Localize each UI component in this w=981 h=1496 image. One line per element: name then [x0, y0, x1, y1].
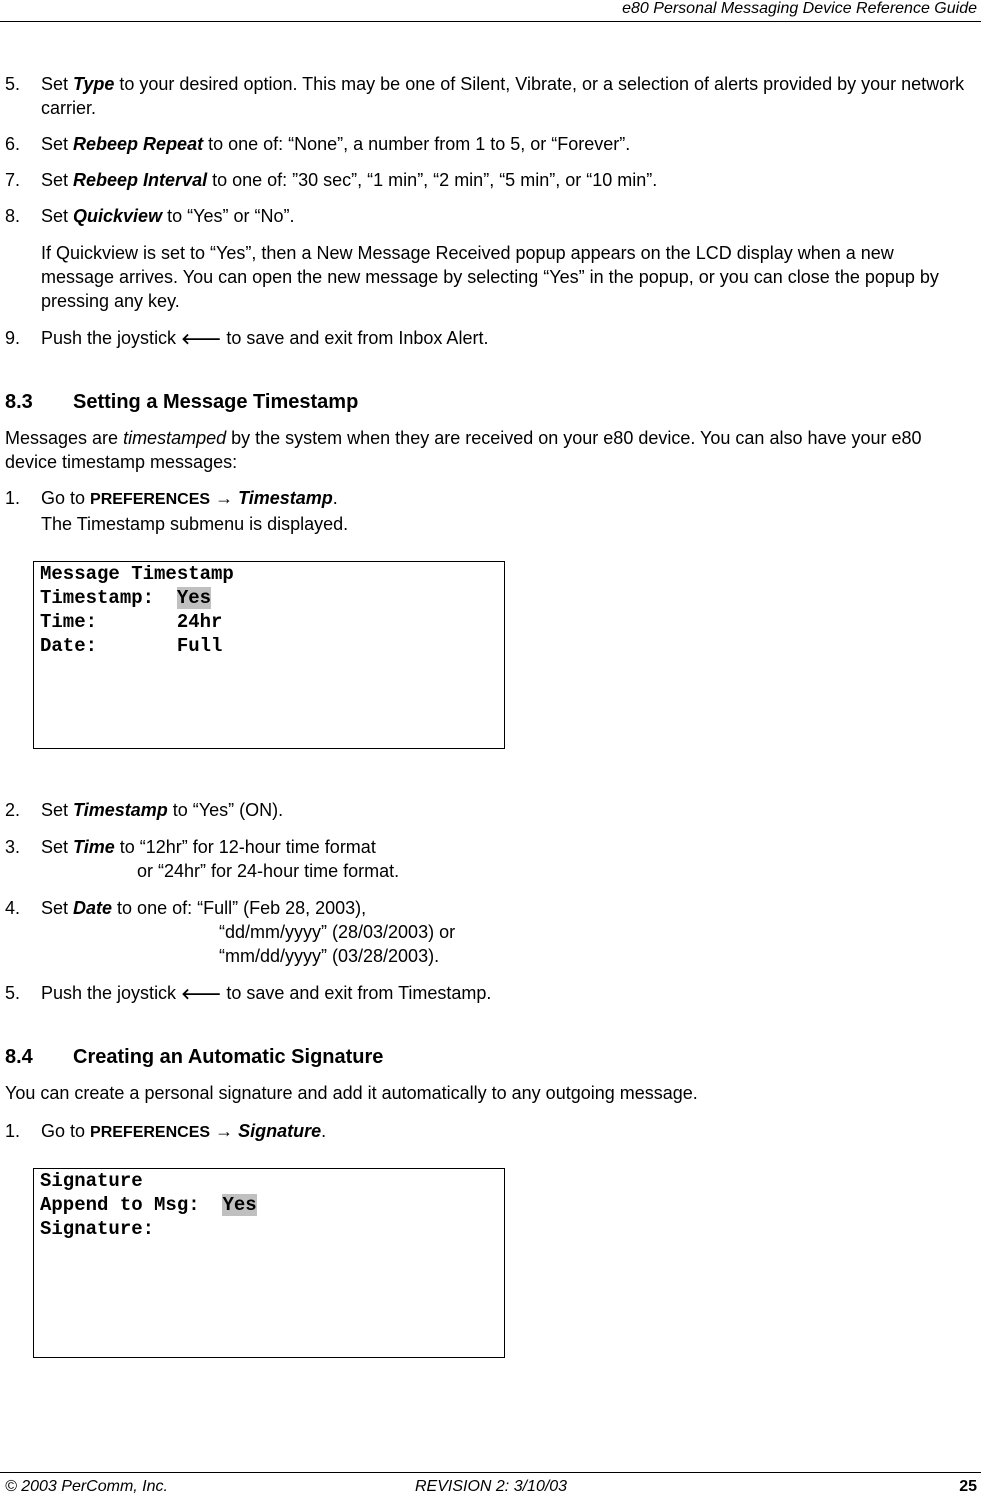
footer-rule	[0, 1472, 981, 1473]
step-8-quickview: 8. Set Quickview to “Yes” or “No”.	[5, 206, 295, 226]
step-2-timestamp: 2. Set Timestamp to “Yes” (ON).	[5, 800, 284, 820]
step-4-date: 4. Set Date to one of: “Full” (Feb 28, 2003), “dd/mm/yyyy” (28/03/2003) or “mm/dd/yyyy” (03/28/2003).	[5, 898, 456, 966]
section-heading-8-3: 8.3 Setting a Message Timestamp	[5, 391, 359, 413]
step-5-type: 5. Set Type to your desired option. This may be one of Silent, Vibrate, or a selection of alerts provided by your network carrier.	[5, 74, 965, 118]
signature-lcd-screen: Signature Append to Msg: Yes Signature:	[33, 1168, 505, 1358]
timestamp-lcd-screen: Message Timestamp Timestamp: Yes Time: 24hr Date: Full	[33, 561, 505, 749]
left-arrow-icon: 🡐	[181, 985, 222, 1003]
footer-revision: REVISION 2: 3/10/03	[415, 1478, 568, 1495]
step-1-signature: 1. Go to PREFERENCES → Signature.	[5, 1121, 327, 1141]
step-9-save: 9. Push the joystick 🡐 to save and exit from Inbox Alert.	[5, 328, 489, 348]
header-rule	[0, 21, 981, 22]
section-heading-8-4: 8.4 Creating an Automatic Signature	[5, 1046, 384, 1068]
append-value: Yes	[222, 1194, 257, 1216]
step-7-rebeep-interval: 7. Set Rebeep Interval to one of: ”30 sec”, “1 min”, “2 min”, “5 min”, or “10 min”.	[5, 170, 658, 190]
quickview-note: If Quickview is set to “Yes”, then a New Message Received popup appears on the LCD display when a new message arrives. You can open the new message by selecting “Yes” in the popup, or you can close the popup by pressing any key.	[41, 243, 939, 311]
date-value: Full	[176, 635, 223, 657]
step-1-timestamp: 1. Go to PREFERENCES → Timestamp. The Timestamp submenu is displayed.	[5, 488, 349, 534]
step-3-time: 3. Set Time to “12hr” for 12-hour time format or “24hr” for 24-hour time format.	[5, 837, 400, 881]
running-header: e80 Personal Messaging Device Reference Guide	[622, 0, 977, 17]
footer-copyright: © 2003 PerComm, Inc.	[5, 1478, 168, 1495]
page-number: 25	[959, 1478, 977, 1495]
timestamp-value: Yes	[176, 587, 212, 609]
section-8-3-intro: Messages are timestamped by the system when they are received on your e80 device. You can also have your e80 device timestamp messages:	[5, 428, 922, 472]
left-arrow-icon: 🡐	[181, 330, 222, 348]
section-8-4-intro: You can create a personal signature and add it automatically to any outgoing message.	[5, 1083, 698, 1103]
step-5-save: 5. Push the joystick 🡐 to save and exit from Timestamp.	[5, 983, 492, 1003]
step-6-rebeep-repeat: 6. Set Rebeep Repeat to one of: “None”, a number from 1 to 5, or “Forever”.	[5, 134, 631, 154]
time-value: 24hr	[176, 611, 223, 633]
